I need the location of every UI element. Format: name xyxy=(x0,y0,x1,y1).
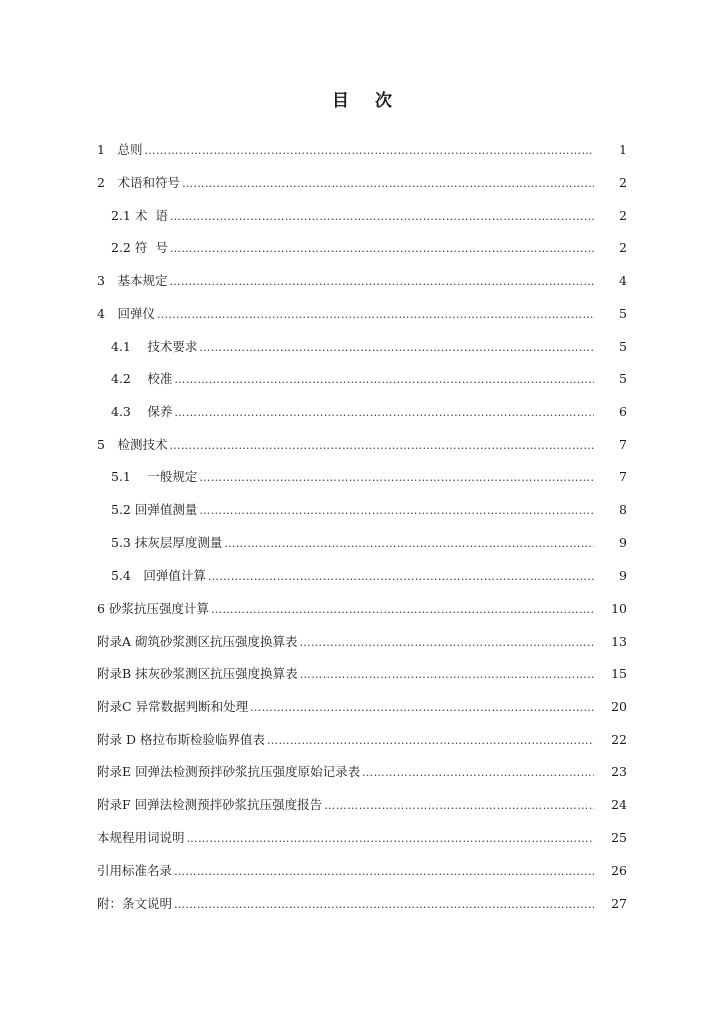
toc-entry[interactable] xyxy=(111,368,627,390)
toc-entry-label: 抹灰层厚度测量 xyxy=(134,535,223,550)
toc-entry-separator xyxy=(105,303,118,325)
toc-entry-label: 回弹法检测预拌砂浆抗压强度原始记录表 xyxy=(135,764,361,779)
toc-entry-number: 5.3 xyxy=(111,535,131,550)
toc-entry[interactable] xyxy=(97,860,627,882)
toc-entry[interactable] xyxy=(97,794,627,816)
toc-entry-label: 引用标准名录 xyxy=(97,863,173,878)
toc-dot-leader xyxy=(170,238,594,260)
toc-entry-number: 3 xyxy=(97,273,105,288)
title-char-1: 目 xyxy=(332,91,349,111)
toc-entry-label: 检测技术 xyxy=(117,437,168,452)
toc-entry[interactable] xyxy=(111,401,627,423)
toc-entry-label: 技术要求 xyxy=(147,339,198,354)
toc-entry-page-number: 8 xyxy=(619,502,627,517)
toc-entry[interactable] xyxy=(97,761,627,783)
toc-dot-leader xyxy=(157,304,594,326)
toc-dot-leader xyxy=(169,435,594,457)
toc-entry-page-number: 1 xyxy=(619,142,627,157)
toc-entry[interactable] xyxy=(97,696,627,718)
toc-entry-page-number: 13 xyxy=(611,634,627,649)
toc-entry-label: 本规程用词说明 xyxy=(97,830,185,845)
toc-dot-leader xyxy=(324,795,594,817)
toc-entry-page-number: 4 xyxy=(619,273,627,288)
toc-entry-label: 术 语 xyxy=(134,208,168,223)
toc-entry-label: 校准 xyxy=(147,371,173,386)
toc-entry[interactable] xyxy=(111,499,627,521)
toc-entry-page-number: 2 xyxy=(619,240,627,255)
toc-entry-page-number: 25 xyxy=(611,830,627,845)
toc-entry-label: 砌筑砂浆测区抗压强度换算表 xyxy=(135,634,298,649)
toc-entry-page-number: 5 xyxy=(619,371,627,386)
toc-entry-page-number: 7 xyxy=(619,469,627,484)
toc-entry-number: 4 xyxy=(97,306,105,321)
toc-dot-leader xyxy=(300,664,594,686)
toc-entry-label: 保养 xyxy=(147,404,173,419)
toc-entry[interactable] xyxy=(111,336,627,358)
toc-entry-label: 一般规定 xyxy=(147,469,198,484)
toc-dot-leader xyxy=(224,533,594,555)
toc-entry-page-number: 10 xyxy=(611,601,627,616)
toc-entry-page-number: 9 xyxy=(619,535,627,550)
toc-entry-page-number: 24 xyxy=(611,797,627,812)
toc-entry-number: 1 xyxy=(97,142,105,157)
toc-entry-page-number: 5 xyxy=(619,306,627,321)
toc-dot-leader xyxy=(199,467,594,489)
toc-entry-label: 回弹值测量 xyxy=(134,502,198,517)
toc-entry-separator xyxy=(105,270,118,292)
toc-entry[interactable] xyxy=(111,532,627,554)
toc-entry-label: 符 号 xyxy=(134,240,168,255)
toc-entry-separator xyxy=(105,172,118,194)
toc-entry-label: 砂浆抗压强度计算 xyxy=(108,601,209,616)
toc-entry-separator xyxy=(131,401,147,423)
toc-entry[interactable] xyxy=(97,663,627,685)
toc-entry-page-number: 23 xyxy=(611,764,627,779)
toc-entry-page-number: 15 xyxy=(611,666,627,681)
toc-entry-number: 2.1 xyxy=(111,208,131,223)
toc-dot-leader xyxy=(362,762,594,784)
toc-entry-number: 5 xyxy=(97,437,105,452)
toc-entry-label: 回弹法检测预拌砂浆抗压强度报告 xyxy=(134,797,323,812)
toc-dot-leader xyxy=(208,566,594,588)
toc-dot-leader xyxy=(182,173,594,195)
toc-entry-separator xyxy=(105,434,118,456)
toc-dot-leader xyxy=(199,500,594,522)
toc-dot-leader xyxy=(187,828,594,850)
toc-dot-leader xyxy=(144,140,594,162)
toc-entry-page-number: 7 xyxy=(619,437,627,452)
toc-entry[interactable] xyxy=(97,270,627,292)
toc-entry[interactable] xyxy=(111,565,627,587)
toc-entry-label: 抹灰砂浆测区抗压强度换算表 xyxy=(135,666,298,681)
toc-entry-label: 基本规定 xyxy=(117,273,168,288)
toc-entry-number: 5.4 xyxy=(111,568,131,583)
toc-entry[interactable] xyxy=(97,303,627,325)
toc-entry-number: 4.3 xyxy=(111,404,131,419)
toc-entry-label: 异常数据判断和处理 xyxy=(135,699,249,714)
toc-entry-number: 2.2 xyxy=(111,240,131,255)
toc-entry-number: 附录B xyxy=(97,666,132,681)
toc-dot-leader xyxy=(199,337,594,359)
toc-entry-number: 4.1 xyxy=(111,339,131,354)
toc-entry-page-number: 22 xyxy=(611,732,627,747)
toc-dot-leader xyxy=(250,697,594,719)
toc-dot-leader xyxy=(174,369,594,391)
toc-entry-page-number: 2 xyxy=(619,175,627,190)
toc-entry-number: 附录 D xyxy=(97,732,136,747)
toc-dot-leader xyxy=(267,730,594,752)
toc-entry-label: 附：条文说明 xyxy=(97,896,173,911)
toc-entry-page-number: 9 xyxy=(619,568,627,583)
toc-entry-number: 附录F xyxy=(97,797,131,812)
toc-entry-label: 回弹仪 xyxy=(117,306,155,321)
toc-entry-separator xyxy=(131,368,147,390)
toc-entry-separator xyxy=(131,466,147,488)
toc-entry[interactable] xyxy=(97,172,627,194)
toc-entry-page-number: 5 xyxy=(619,339,627,354)
toc-dot-leader xyxy=(300,632,594,654)
toc-entry[interactable] xyxy=(97,631,627,653)
toc-entry-separator xyxy=(131,565,144,587)
toc-entry-page-number: 6 xyxy=(619,404,627,419)
toc-entry-label: 术语和符号 xyxy=(117,175,180,190)
toc-entry[interactable] xyxy=(97,729,627,751)
toc-entry[interactable] xyxy=(97,893,627,915)
toc-entry-label: 回弹值计算 xyxy=(143,568,206,583)
toc-entry-number: 附录E xyxy=(97,764,132,779)
toc-entry-label: 总则 xyxy=(117,142,143,157)
toc-entry[interactable] xyxy=(97,827,627,849)
toc-dot-leader xyxy=(170,206,594,228)
toc-entry-page-number: 20 xyxy=(611,699,627,714)
toc-entry-number: 4.2 xyxy=(111,371,131,386)
toc-dot-leader xyxy=(174,894,594,916)
title-char-2: 次 xyxy=(375,91,392,111)
toc-entry-page-number: 26 xyxy=(611,863,627,878)
toc-entry-page-number: 2 xyxy=(619,208,627,223)
toc-dot-leader xyxy=(169,271,594,293)
toc-dot-leader xyxy=(211,599,594,621)
toc-entry-label: 格拉布斯检验临界值表 xyxy=(139,732,265,747)
toc-entry[interactable] xyxy=(97,139,627,161)
toc-entry-number: 附录A xyxy=(97,634,132,649)
toc-entry-number: 2 xyxy=(97,175,105,190)
toc-entry-page-number: 27 xyxy=(611,896,627,911)
toc-entry[interactable] xyxy=(97,598,627,620)
toc-dot-leader xyxy=(174,861,594,883)
toc-entry[interactable] xyxy=(97,434,627,456)
toc-entry[interactable] xyxy=(111,466,627,488)
page-title xyxy=(0,86,724,111)
toc-entry[interactable] xyxy=(111,237,627,259)
toc-entry-number: 6 xyxy=(97,601,105,616)
toc-entry-number: 5.1 xyxy=(111,469,131,484)
toc-entry-separator xyxy=(131,336,147,358)
toc-entry-number: 附录C xyxy=(97,699,132,714)
toc-dot-leader xyxy=(174,402,594,424)
toc-entry-separator xyxy=(105,139,118,161)
toc-entry[interactable] xyxy=(111,205,627,227)
toc-entry-number: 5.2 xyxy=(111,502,131,517)
